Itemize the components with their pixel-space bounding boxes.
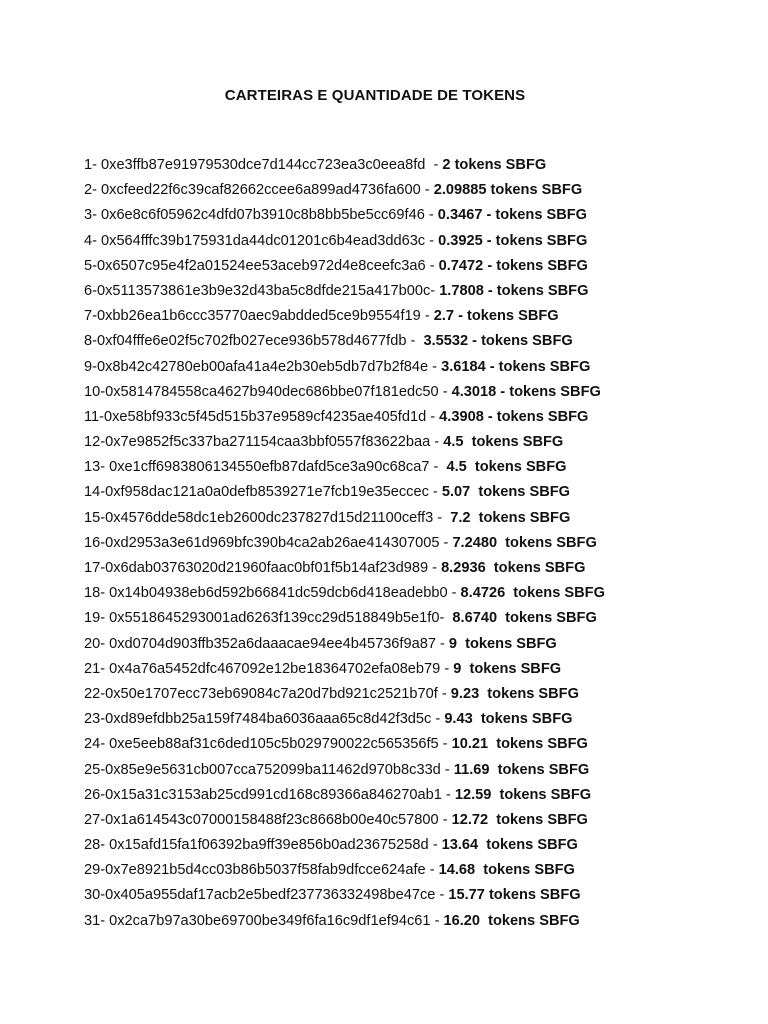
wallet-address: 25-0x85e9e5631cb007cca752099ba11462d970b8c33d - <box>84 761 454 778</box>
list-item <box>84 155 754 180</box>
wallet-list <box>84 155 754 936</box>
wallet-address: 5-0x6507c95e4f2a01524ee53aceb972d4e8ceefc3a6 - <box>84 257 439 274</box>
wallet-address: 2- 0xcfeed22f6c39caf82662ccee6a899ad4736fa600 - <box>84 182 434 199</box>
wallet-address: 16-0xd2953a3e61d969bfc390b4ca2ab26ae414307005 - <box>84 534 453 551</box>
token-amount: 12.59 tokens SBFG <box>454 786 592 803</box>
wallet-address: 3- 0x6e8c6f05962c4dfd07b3910c8b8bb5be5cc69f46 - <box>84 207 438 224</box>
list-item <box>84 659 754 684</box>
token-amount: 14.68 tokens SBFG <box>438 862 575 879</box>
list-item <box>84 457 754 482</box>
token-amount: 4.3018 - tokens SBFG <box>451 383 601 400</box>
token-amount: 5.07 tokens SBFG <box>441 484 571 501</box>
token-amount: 2.09885 tokens SBFG <box>433 182 583 199</box>
wallet-address: 7-0xbb26ea1b6ccc35770aec9abdded5ce9b9554f19 - <box>84 308 434 325</box>
token-amount: 7.2480 tokens SBFG <box>452 534 597 551</box>
token-amount: 16.20 tokens SBFG <box>443 912 580 929</box>
token-amount: 11.69 tokens SBFG <box>453 761 590 778</box>
list-item <box>84 482 754 507</box>
wallet-address: 17-0x6dab03763020d21960faac0bf01f5b14af23d989 - <box>84 560 442 576</box>
wallet-address: 8-0xf04fffe6e02f5c702fb027ece936b578d4677fdb - <box>84 333 424 350</box>
list-item <box>84 180 754 205</box>
list-item <box>84 281 754 306</box>
wallet-address: 20- 0xd0704d903ffb352a6daaacae94ee4b45736f9a87 - <box>84 635 449 652</box>
token-amount: 9.23 tokens SBFG <box>450 685 579 702</box>
token-amount: 2.7 - tokens SBFG <box>433 308 559 325</box>
list-item <box>84 911 754 936</box>
list-item <box>84 709 754 734</box>
wallet-address: 18- 0x14b04938eb6d592b66841dc59dcb6d418eadebb0 - <box>84 585 461 602</box>
token-amount: 3.6184 - tokens SBFG <box>441 358 591 375</box>
list-item <box>84 382 754 407</box>
list-item <box>84 684 754 709</box>
list-item <box>84 734 754 759</box>
token-amount: 0.3925 - tokens SBFG <box>438 232 588 249</box>
token-amount: 12.72 tokens SBFG <box>451 811 588 828</box>
list-item <box>84 835 754 860</box>
wallet-address: 19- 0x5518645293001ad6263f139cc29d518849b5e1f0- <box>84 610 453 627</box>
list-item <box>84 608 754 633</box>
wallet-address: 23-0xd89efdbb25a159f7484ba6036aaa65c8d42f3d5c - <box>84 711 445 728</box>
token-amount: 4.5 tokens SBFG <box>443 434 564 451</box>
list-item <box>84 785 754 810</box>
token-amount: 9.43 tokens SBFG <box>444 711 573 728</box>
token-amount: 15.77 tokens SBFG <box>448 887 581 904</box>
wallet-address: 29-0x7e8921b5d4cc03b86b5037f58fab9dfcce624afe - <box>84 862 439 879</box>
wallet-address: 30-0x405a955daf17acb2e5bedf237736332498be47ce - <box>84 887 449 904</box>
wallet-address: 1- 0xe3ffb87e91979530dce7d144cc723ea3c0eea8fd - <box>84 157 443 173</box>
wallet-address: 9-0x8b42c42780eb00afa41a4e2b30eb5db7d7b2f84e - <box>84 358 442 375</box>
token-amount: 4.5 tokens SBFG <box>446 459 567 476</box>
token-amount: 0.7472 - tokens SBFG <box>438 257 588 274</box>
list-item <box>84 508 754 533</box>
list-item <box>84 583 754 608</box>
list-item <box>84 558 754 583</box>
token-amount: 10.21 tokens SBFG <box>451 736 588 753</box>
token-amount: 0.3467 - tokens SBFG <box>437 207 588 224</box>
token-amount: 4.3908 - tokens SBFG <box>439 408 589 425</box>
wallet-address: 10-0x5814784558ca4627b940dec686bbe07f181edc50 - <box>84 383 452 400</box>
list-item <box>84 231 754 256</box>
wallet-address: 28- 0x15afd15fa1f06392ba9ff39e856b0ad23675258d - <box>84 837 442 854</box>
list-item <box>84 205 754 230</box>
token-amount: 7.2 tokens SBFG <box>450 509 571 526</box>
wallet-address: 11-0xe58bf933c5f45d515b37e9589cf4235ae405fd1d - <box>84 408 440 425</box>
token-amount: 13.64 tokens SBFG <box>441 837 578 854</box>
token-amount: 8.2936 tokens SBFG <box>441 560 586 576</box>
wallet-address: 24- 0xe5eeb88af31c6ded105c5b029790022c565356f5 - <box>84 736 452 753</box>
wallet-address: 13- 0xe1cff6983806134550efb87dafd5ce3a90c68ca7 - <box>84 459 447 476</box>
list-item <box>84 810 754 835</box>
list-item <box>84 860 754 885</box>
list-item <box>84 533 754 558</box>
wallet-address: 4- 0x564fffc39b175931da44dc01201c6b4ead3dd63c - <box>84 232 439 249</box>
token-amount: 9 tokens SBFG <box>448 635 557 652</box>
token-amount: 2 tokens SBFG <box>442 157 547 173</box>
wallet-address: 6-0x5113573861e3b9e32d43ba5c8dfde215a417b00c- <box>84 282 440 299</box>
wallet-address: 15-0x4576dde58dc1eb2600dc237827d15d21100ceff3 - <box>84 509 451 526</box>
token-amount: 1.7808 - tokens SBFG <box>439 282 589 299</box>
token-amount: 8.4726 tokens SBFG <box>460 585 605 602</box>
token-amount: 8.6740 tokens SBFG <box>452 610 597 627</box>
list-item <box>84 634 754 659</box>
wallet-address: 12-0x7e9852f5c337ba271154caa3bbf0557f83622baa - <box>84 434 444 451</box>
wallet-address: 22-0x50e1707ecc73eb69084c7a20d7bd921c2521b70f - <box>84 685 451 702</box>
document-title: CARTEIRAS E QUANTIDADE DE TOKENS <box>224 87 526 104</box>
list-item <box>84 432 754 457</box>
list-item <box>84 331 754 356</box>
list-item <box>84 885 754 910</box>
list-item <box>84 760 754 785</box>
list-item <box>84 256 754 281</box>
list-item <box>84 306 754 331</box>
token-amount: 9 tokens SBFG <box>453 660 562 677</box>
list-item <box>84 407 754 432</box>
wallet-address: 14-0xf958dac121a0a0defb8539271e7fcb19e35eccec - <box>84 484 442 501</box>
wallet-address: 21- 0x4a76a5452dfc467092e12be18364702efa08eb79 - <box>84 660 454 677</box>
list-item <box>84 357 754 382</box>
wallet-address: 31- 0x2ca7b97a30be69700be349f6fa16c9df1ef94c61 - <box>84 912 444 929</box>
token-amount: 3.5532 - tokens SBFG <box>423 333 573 350</box>
wallet-address: 27-0x1a614543c07000158488f23c8668b00e40c57800 - <box>84 811 452 828</box>
wallet-address: 26-0x15a31c3153ab25cd991cd168c89366a846270ab1 - <box>84 786 455 803</box>
